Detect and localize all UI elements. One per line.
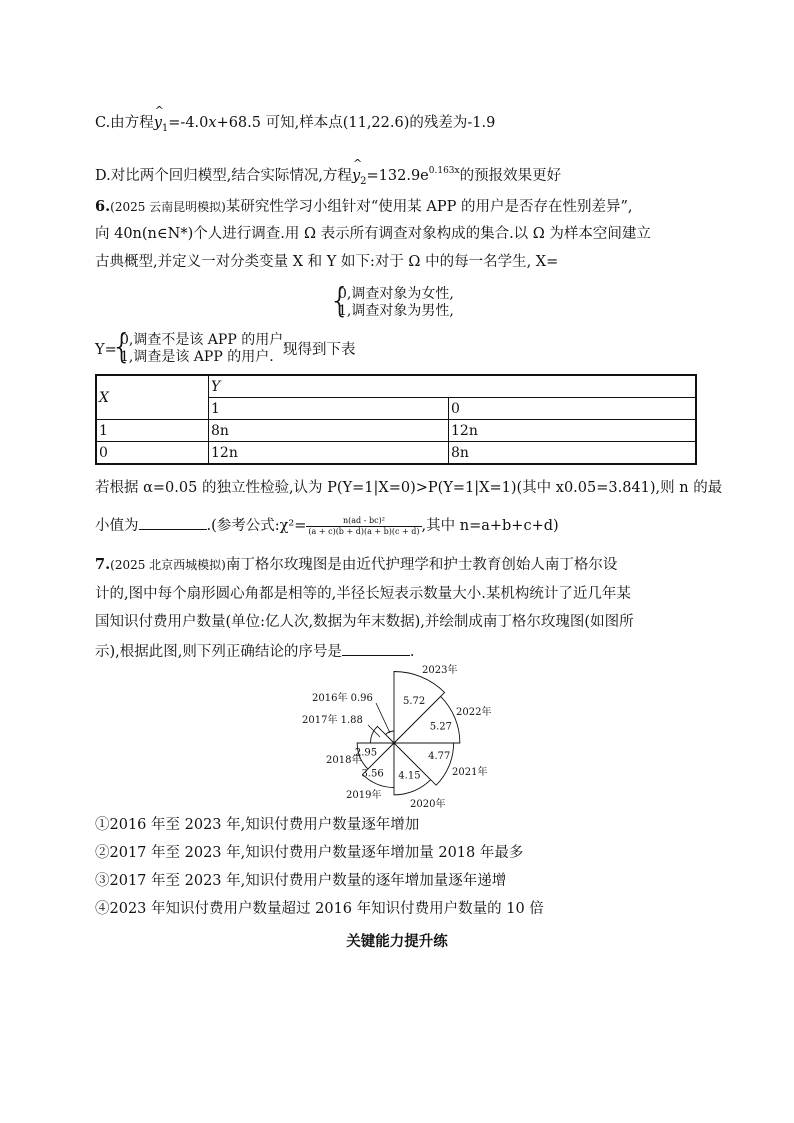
year-label-2021: 2021年 [452, 767, 488, 778]
value-label-2019年: 3.56 [361, 768, 384, 780]
year-label-2019: 2019年 [346, 790, 382, 801]
q7-line1: 7.(2025 北京西城模拟)南丁格尔玫瑰图是由近代护理学和护士教育创始人南丁格尔设 [95, 556, 618, 573]
answer-blank-6[interactable] [139, 515, 207, 530]
q7-line3: 国知识付费用户数量(单位:亿人次,数据为年末数据),并绘制成南丁格尔玫瑰图(如图所 [95, 614, 634, 630]
header-y1: 1 [209, 398, 449, 420]
statement-3: ③2017 年至 2023 年,知识付费用户数量的逐年增加量逐年递增 [95, 873, 507, 889]
q6-line2: 向 40n(n∈N*)个人进行调查.用 Ω 表示所有调查对象构成的集合.以 Ω 为样本空间建立 [95, 226, 651, 242]
y-definition: { 0,调查不是该 APP 的用户, 1,调查是该 APP 的用户. [111, 327, 288, 367]
answer-blank-7[interactable] [342, 641, 410, 656]
contingency-table [95, 374, 697, 465]
q7-line2: 计的,图中每个扇形圆心角都是相等的,半径长短表示数量大小.某机构统计了近几年某 [95, 586, 631, 602]
q6-line4: 若根据 α=0.05 的独立性检验,认为 P(Y=1|X=0)>P(Y=1|X=1)(其中 x0.05=3.841),则 n 的最 [95, 480, 723, 496]
nightingale-rose-chart [280, 655, 530, 815]
y-definition-suffix: 现得到下表 [283, 342, 356, 358]
y-hat-2: ^ y [352, 166, 360, 186]
value-label-2020年: 4.15 [398, 770, 421, 782]
x-definition: { 0,调查对象为女性, 1,调查对象为男性, [329, 281, 454, 321]
value-label-2016: 2016年 0.96 [312, 693, 373, 704]
y-definition-prefix: Y= [95, 342, 117, 358]
header-x: X [96, 375, 209, 420]
year-label-2022: 2022年 [456, 707, 492, 718]
section-heading: 关键能力提升练 [346, 934, 448, 950]
header-y: Y [209, 375, 697, 398]
statement-1: ①2016 年至 2023 年,知识付费用户数量逐年增加 [95, 817, 420, 833]
option-d: D.对比两个回归模型,结合实际情况,方程^ $y_2=132.9e^{0.163x}$的预报效果更好 [95, 161, 561, 192]
value-label-2022年: 5.27 [429, 721, 452, 733]
chi-square-fraction: $\frac{\text{n(ad - bc)²}}{(a + c)(b + d)(a + b)(c + d)}$ [308, 515, 420, 536]
q6-line3: 古典概型,并定义一对分类变量 X 和 Y 如下:对于 Ω 中的每一名学生, X= [95, 254, 559, 270]
value-label-2018年: 2.95 [354, 747, 378, 759]
statement-4: ④2023 年知识付费用户数量超过 2016 年知识付费用户数量的 10 倍 [95, 901, 544, 917]
table-row: 0 12n 8n [96, 442, 696, 465]
year-label-2020: 2020年 [410, 799, 446, 810]
table-row: 1 8n 12n [96, 420, 696, 442]
year-label-2018: 2018年 [326, 755, 362, 766]
value-label-2023年: 5.72 [402, 696, 426, 708]
header-y0: 0 [449, 398, 697, 420]
q7-line4: 示),根据此图,则下列正确结论的序号是 . [95, 641, 414, 662]
statement-2: ②2017 年至 2023 年,知识付费用户数量逐年增加量 2018 年最多 [95, 845, 524, 861]
value-label-2021年: 4.77 [428, 751, 451, 763]
q6-line5: 小值为 .(参考公式:χ²= $\frac{\text{n(ad - bc)²}}{(a + c)(b + d)(a + b)(c + d)}$ ,其中 n=a+b+c+d) [95, 515, 559, 536]
option-c: C.由方程^ $y_1=-4.0x+68.5$ 可知,样本点(11,22.6)的残差为-1.9 [95, 113, 495, 139]
y-hat-1: ^ y [154, 113, 162, 133]
q6-line1: 6.(2025 云南昆明模拟)某研究性学习小组针对“使用某 APP 的用户是否存在性别差异”, [95, 198, 633, 215]
value-label-2017: 2017年 1.88 [302, 715, 363, 726]
year-label-2023: 2023年 [422, 665, 458, 676]
